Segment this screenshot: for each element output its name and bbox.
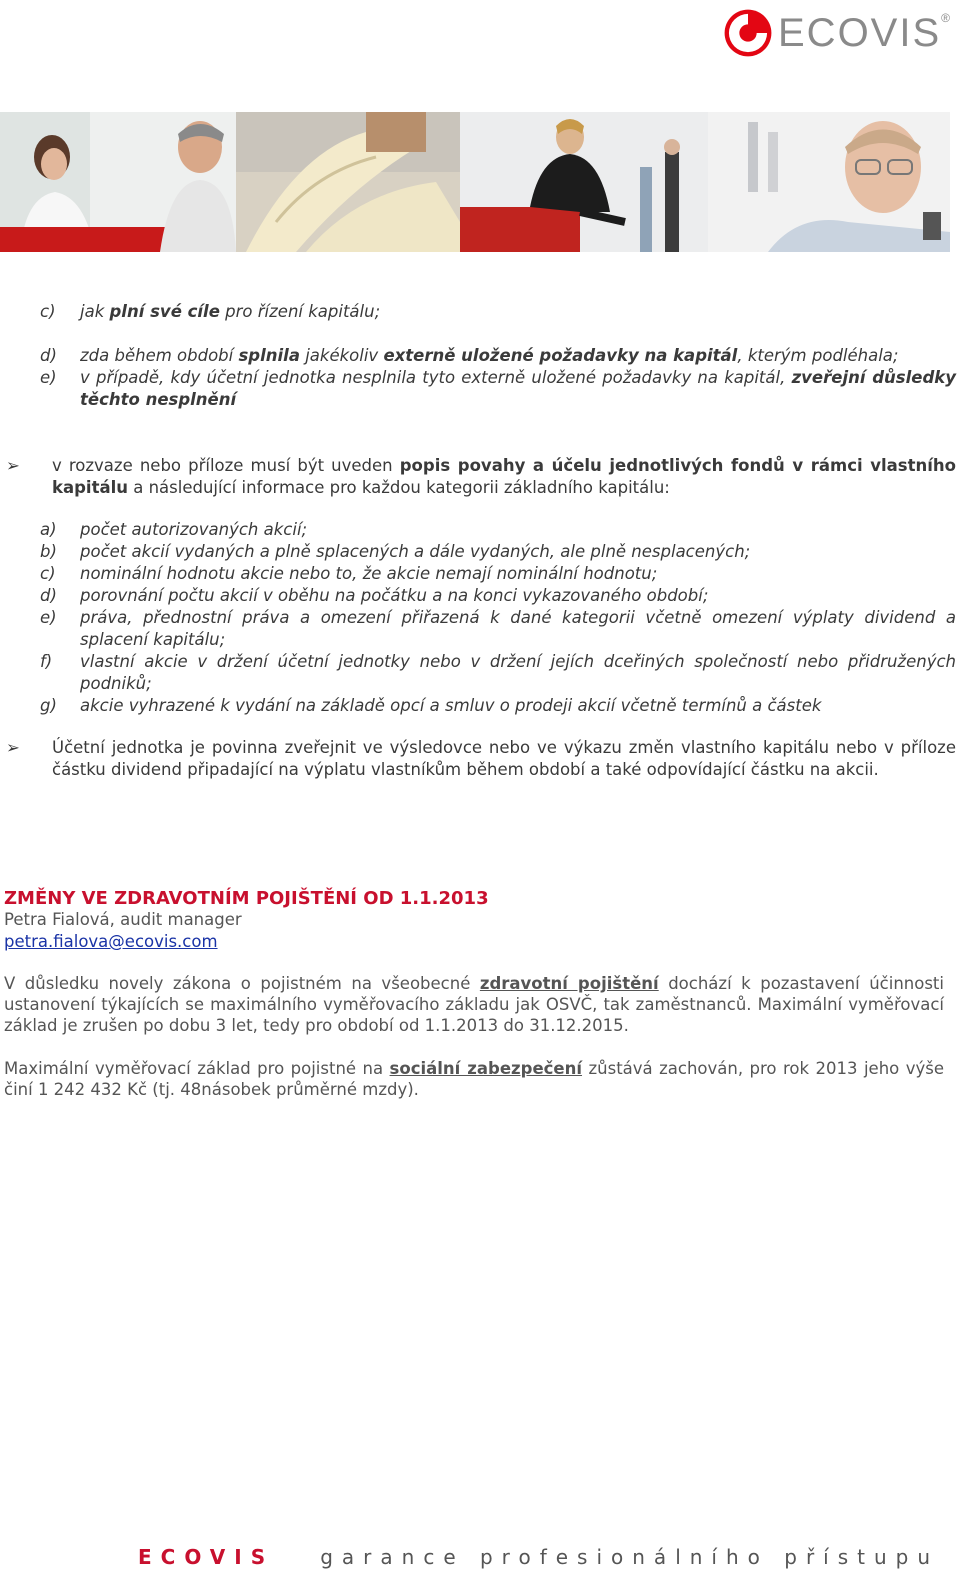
- arrow-bullet-icon: ➢: [6, 456, 20, 475]
- footer-brand: ECOVIS: [138, 1545, 275, 1569]
- footer-tagline: garance profesionálního přístupu: [320, 1545, 940, 1569]
- section-title: ZMĚNY VE ZDRAVOTNÍM POJIŠTĚNÍ OD 1.1.2013: [4, 888, 489, 909]
- photo-office: [460, 112, 708, 252]
- capital-requirements-list: [40, 345, 956, 411]
- photo-papers: [236, 112, 460, 252]
- social-security-link[interactable]: sociální zabezpečení: [389, 1059, 583, 1078]
- bullet-equity-funds: ➢ v rozvaze nebo příloze musí být uveden popis povahy a účelu jednotlivých fondů v rámci vlastního kapitálu a následující informace pro každou kategorii základního kapitálu:: [6, 456, 956, 497]
- health-insurance-link[interactable]: zdravotní pojištění: [479, 974, 659, 993]
- list-item: a) počet autorizovaných akcií;: [40, 520, 308, 539]
- list-item: g) akcie vyhrazené k vydání na základě opcí a smluv o prodeji akcií včetně termínů a částek: [40, 696, 822, 715]
- bullet-dividends: ➢ Účetní jednotka je povinna zveřejnit ve výsledovce nebo ve výkazu změn vlastního kapitálu nebo v příloze částku dividend připadající na výplatu vlastníkům během období a také odpovídající částku na akcii.: [6, 738, 956, 779]
- ecovis-logo: [722, 4, 952, 62]
- list-item: d) porovnání počtu akcií v oběhu na počátku a na konci vykazovaného období;: [40, 586, 709, 605]
- capital-objectives-list: [40, 301, 956, 323]
- photo-people-1: [0, 112, 236, 252]
- list-item: d) zda během období splnila jakékoliv externě uložené požadavky na kapitál, kterým podléhala;: [40, 346, 899, 365]
- ecovis-logo-icon: [722, 4, 774, 62]
- list-item: b) počet akcií vydaných a plně splacených a dále vydaných, ale plně nesplacených;: [40, 542, 751, 561]
- photo-man-smiling: [708, 112, 950, 252]
- paragraph-social-security: Maximální vyměřovací základ pro pojistné na sociální zabezpečení zůstává zachován, pro rok 2013 jeho výše činí 1 242 432 Kč (tj. 48násobek průměrné mzdy).: [4, 1059, 945, 1099]
- paragraph-health-insurance: V důsledku novely zákona o pojistném na všeobecné zdravotní pojištění dochází k pozastavení účinnosti ustanovení týkajících se maximálního vyměřovacího základu jak OSVČ, tak zaměstnanců. Maximální vyměřovací základ je zrušen po dobu 3 let, tedy pro období od 1.1.2013 do 31.12.2015.: [4, 974, 944, 1035]
- author-email-link[interactable]: petra.fialova@ecovis.com: [4, 932, 218, 951]
- list-item: c) jak plní své cíle pro řízení kapitálu;: [40, 302, 381, 321]
- share-capital-list: [40, 519, 956, 717]
- author-line: Petra Fialová, audit manager: [4, 910, 242, 929]
- footer-slogan: [138, 1545, 939, 1569]
- list-item: e) práva, přednostní práva a omezení přiřazená k dané kategorii včetně omezení výplaty dividend a splacení kapitálu;: [40, 608, 956, 649]
- arrow-bullet-icon: ➢: [6, 738, 20, 757]
- list-item: f) vlastní akcie v držení účetní jednotky nebo v držení jejích dceřiných společností nebo přidružených podniků;: [40, 652, 956, 693]
- photo-banner: [0, 112, 950, 252]
- logo-text: ECOVIS®: [778, 10, 952, 55]
- list-item: c) nominální hodnotu akcie nebo to, že akcie nemají nominální hodnotu;: [40, 564, 658, 583]
- list-item: e) v případě, kdy účetní jednotka nesplnila tyto externě uložené požadavky na kapitál, zveřejní důsledky těchto nesplnění: [40, 368, 956, 409]
